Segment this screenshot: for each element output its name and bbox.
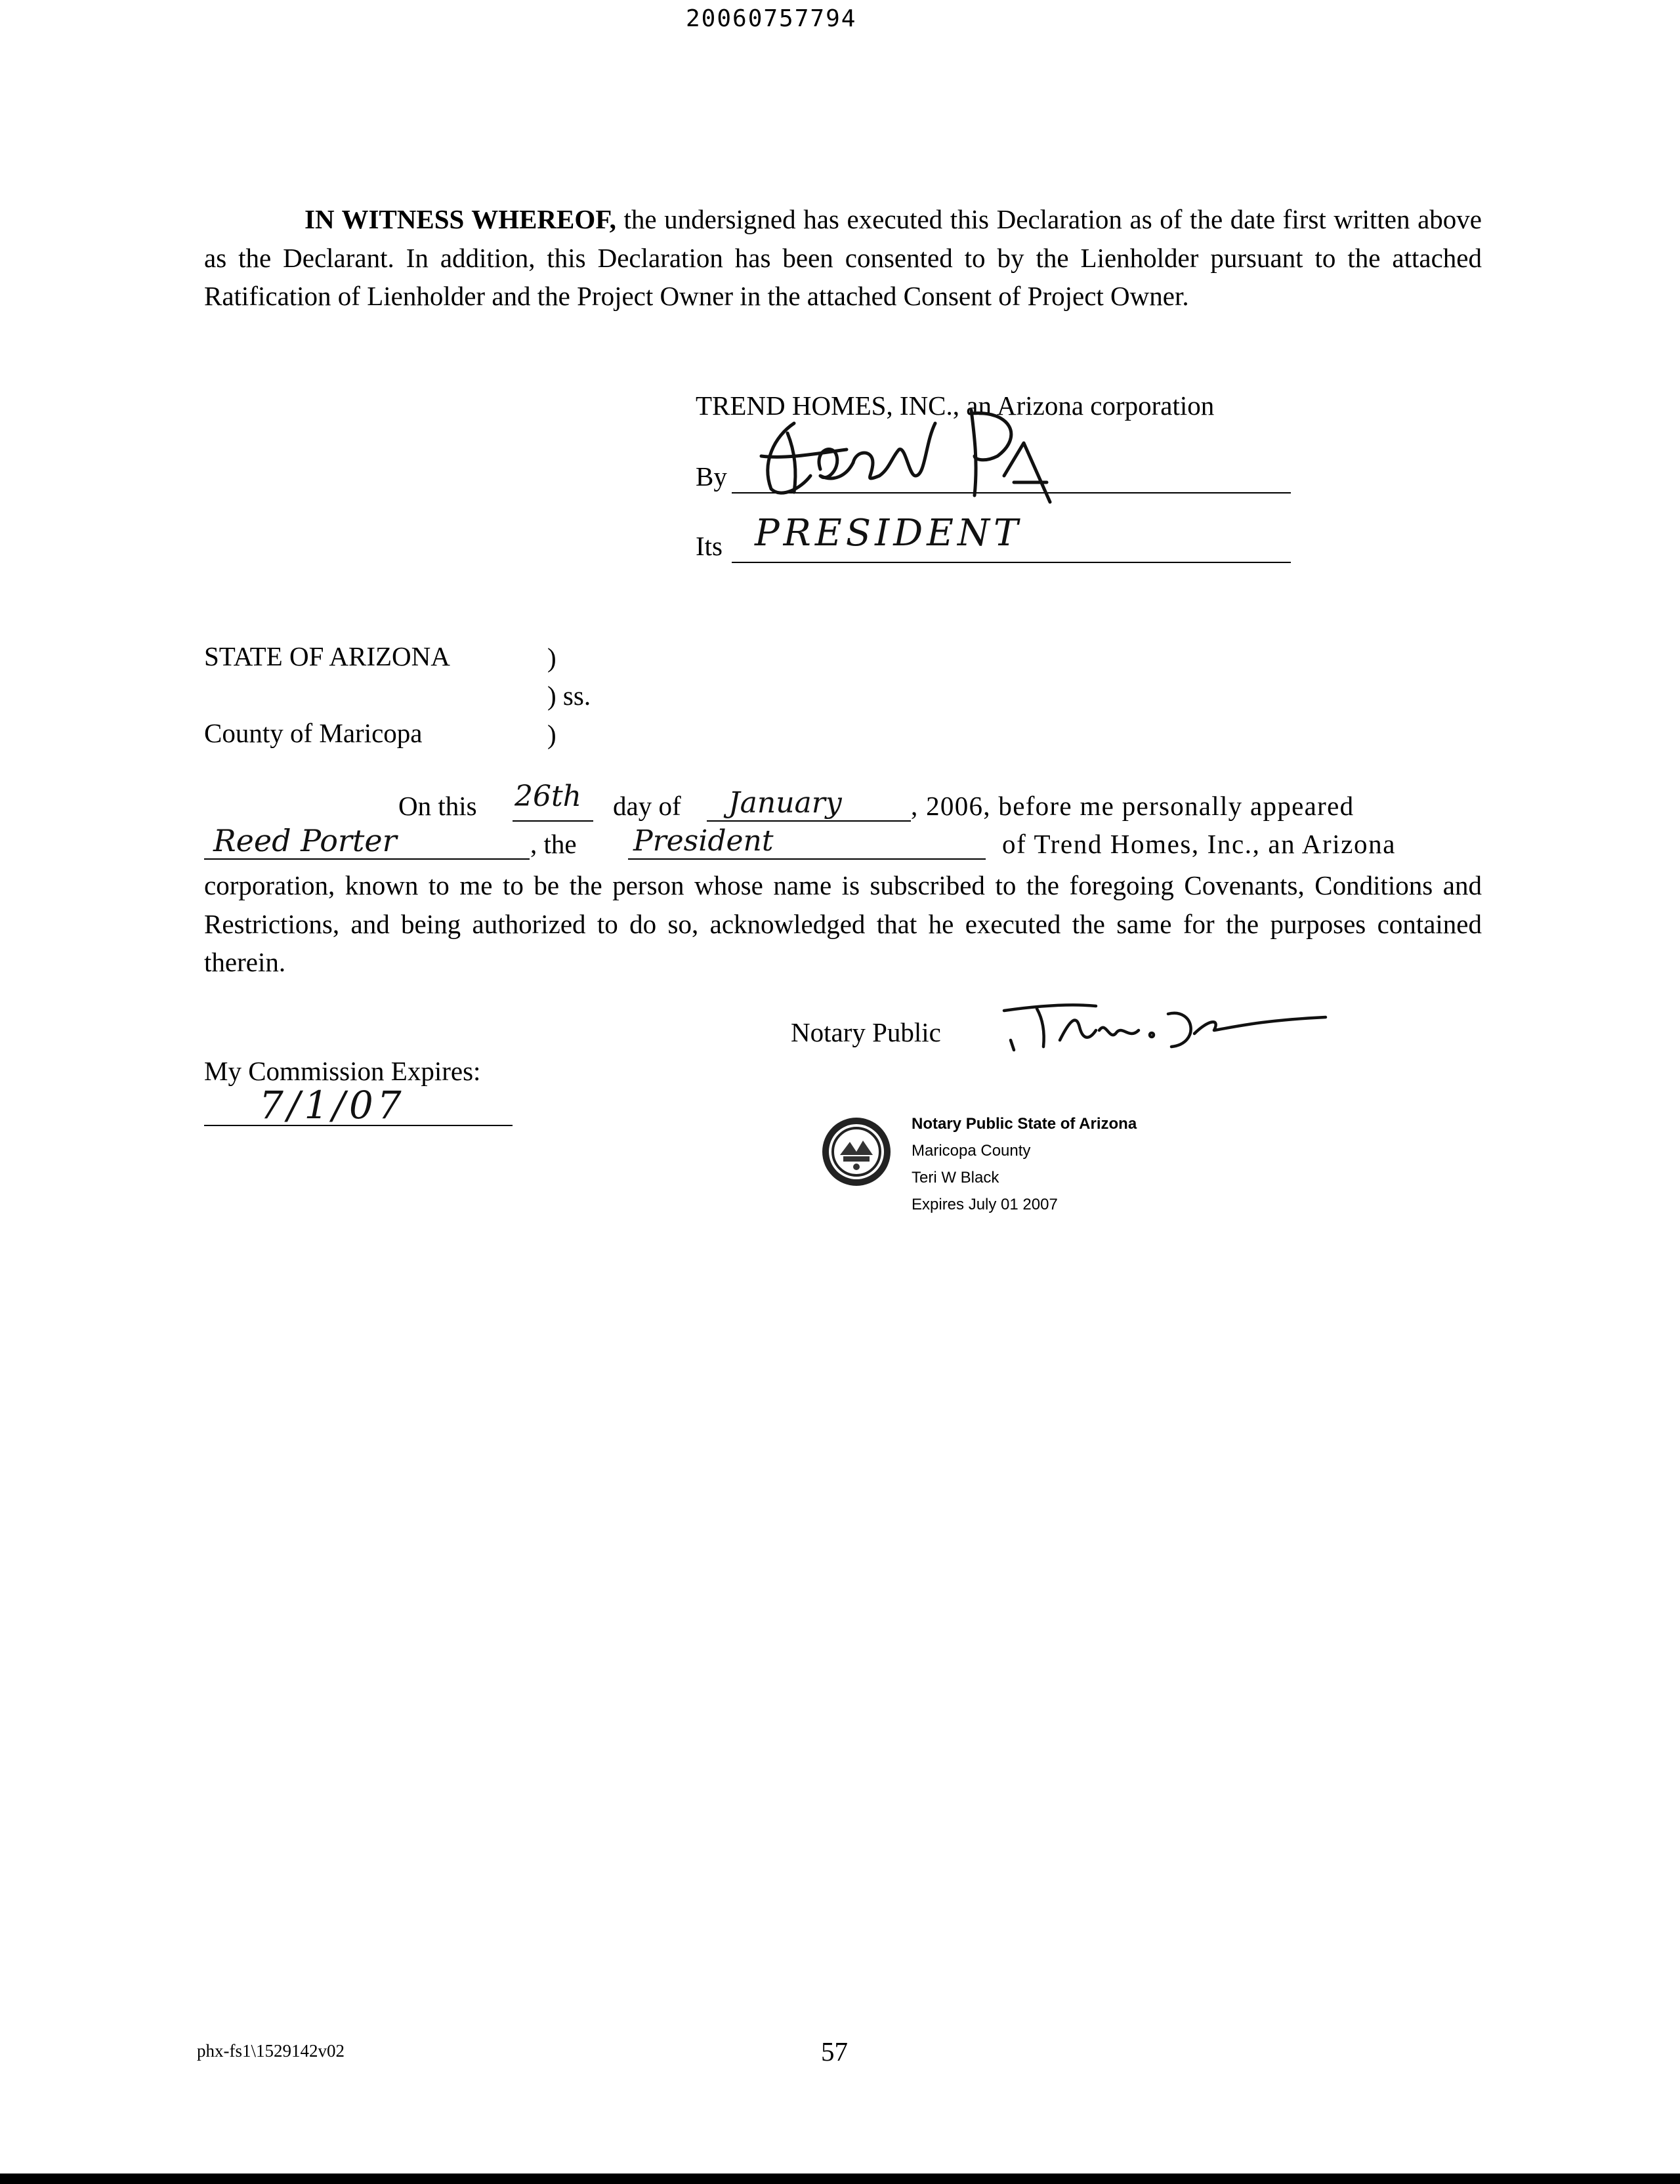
arizona-seal-icon xyxy=(820,1116,892,1188)
notary-signature xyxy=(998,994,1339,1053)
president-signature xyxy=(748,384,1089,515)
venue-county: County of Maricopa xyxy=(204,718,423,748)
ack-month-value: January xyxy=(728,786,842,820)
recording-number: 20060757794 xyxy=(686,5,857,32)
seal-line-4: Expires July 01 2007 xyxy=(912,1196,1058,1213)
venue-paren-1: ) xyxy=(547,642,556,673)
venue-state: STATE OF ARIZONA xyxy=(204,641,450,671)
its-handwritten-title: PRESIDENT xyxy=(755,512,1022,555)
venue-ss: ) ss. xyxy=(547,681,591,711)
ack-month-line xyxy=(707,820,911,822)
ack-on-this: On this xyxy=(398,791,477,821)
witness-lead: IN WITNESS WHEREOF, xyxy=(304,204,616,234)
footer-doc-id: phx-fs1\1529142v02 xyxy=(197,2041,345,2061)
ack-paragraph-rest: corporation, known to me to be the person whose name is subscribed to the foregoing Covenants, Conditions and Restrictions, and being authorized to do so, acknowledged that he executed the same for the purposes contained therein. xyxy=(204,870,1482,977)
commission-value: 7/1/07 xyxy=(259,1083,406,1127)
ack-title-line xyxy=(628,858,986,860)
seal-line-1: Notary Public State of Arizona xyxy=(912,1115,1137,1133)
venue-paren-3: ) xyxy=(547,719,556,749)
commission-label: My Commission Expires: xyxy=(204,1056,481,1086)
footer-page-number: 57 xyxy=(821,2036,848,2067)
by-label: By xyxy=(696,461,727,492)
ack-day-line xyxy=(513,820,593,822)
seal-line-3: Teri W Black xyxy=(912,1169,999,1186)
ack-the: , the xyxy=(530,829,577,859)
seal-line-2: Maricopa County xyxy=(912,1142,1031,1160)
ack-day-value: 26th xyxy=(514,780,582,813)
ack-title-value: President xyxy=(633,824,774,858)
ack-name-value: Reed Porter xyxy=(213,823,397,858)
witness-text: the undersigned has executed this Declaration as of the date first written above as the Declarant. In addition, this Declaration has been consented to by the Lienholder pursuant to the attached Ratification of Lienholder and the Project Owner in the attached Consent of Project Owner. xyxy=(204,204,1482,311)
witness-paragraph xyxy=(204,200,1482,316)
its-label: Its xyxy=(696,531,723,561)
scan-bottom-border xyxy=(0,2174,1680,2184)
ack-company-text: of Trend Homes, Inc., an Arizona xyxy=(1002,829,1396,859)
ack-day-of: day of xyxy=(613,791,681,821)
ack-name-line xyxy=(204,858,530,860)
notary-label: Notary Public xyxy=(791,1017,941,1047)
its-signature-line xyxy=(732,562,1291,563)
ack-year-text: , 2006, before me personally appeared xyxy=(911,791,1354,821)
company-line: TREND HOMES, INC., an Arizona corporation xyxy=(696,390,1215,421)
